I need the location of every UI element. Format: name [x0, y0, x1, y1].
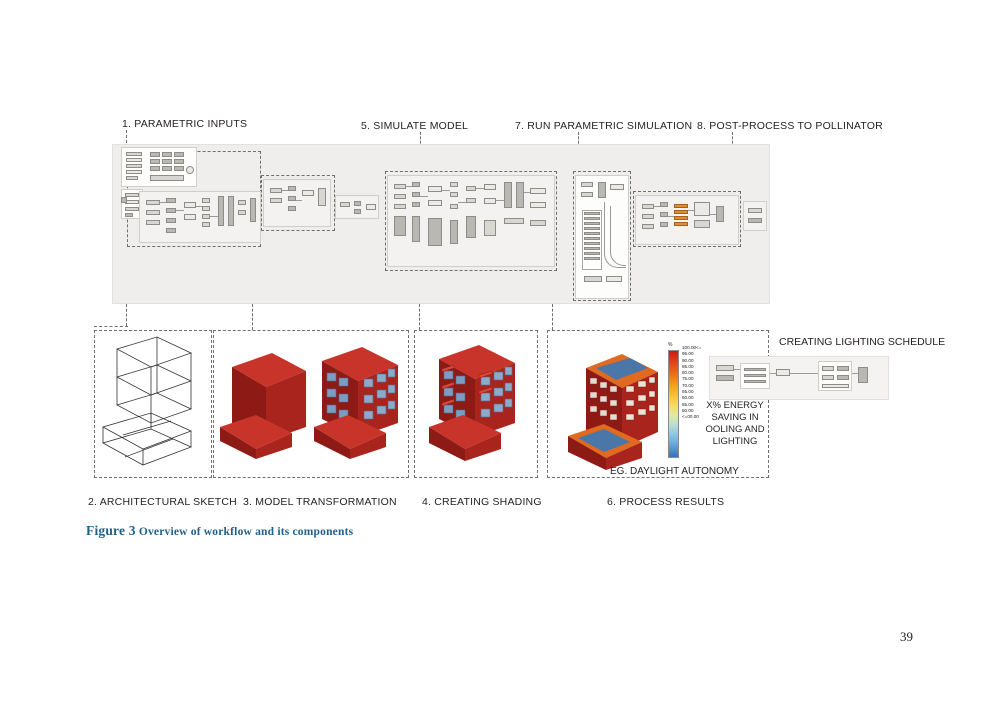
label-creating-lighting-schedule: CREATING LIGHTING SCHEDULE — [779, 336, 946, 348]
legend-tick: <=00.00 — [682, 414, 699, 420]
grasshopper-canvas[interactable] — [112, 144, 770, 304]
legend-unit: % — [668, 342, 673, 348]
label-step-2-architectural-sketch: 2. ARCHITECTURAL SKETCH — [88, 496, 237, 508]
legend-colorbar — [668, 350, 679, 458]
box-architectural-sketch — [94, 330, 212, 478]
architectural-sketch-wireframe — [95, 331, 211, 477]
canvas-node-input-dot[interactable] — [121, 197, 127, 203]
model-transformation-massing — [214, 331, 408, 477]
canvas-cluster-3[interactable] — [335, 195, 379, 219]
label-step-8-post-process-to-pollinator: 8. POST-PROCESS TO POLLINATOR — [697, 120, 883, 132]
box-creating-shading — [414, 330, 538, 478]
figure-caption — [86, 523, 353, 539]
legend-tick: 60.00 — [682, 395, 694, 401]
legend-tick: 65.00 — [682, 389, 694, 395]
legend-tick: 50.00 — [682, 407, 694, 413]
canvas-cluster-1[interactable] — [139, 191, 261, 243]
box-model-transformation — [213, 330, 409, 478]
leader-canvas-to-results — [552, 304, 553, 330]
label-step-5-simulate-model: 5. SIMULATE MODEL — [361, 120, 469, 132]
canvas-panel-input-sliders[interactable] — [121, 147, 197, 187]
massing-windowed — [314, 347, 398, 459]
canvas-cluster-simulate[interactable] — [387, 175, 555, 267]
leader-h-sketch — [94, 326, 128, 327]
legend-tick: 95.00 — [682, 351, 694, 357]
figure-caption-text: Overview of workflow and its components — [138, 526, 354, 538]
leader-canvas-to-sketch — [126, 304, 127, 326]
label-step-3-model-transformation: 3. MODEL TRANSFORMATION — [243, 496, 397, 508]
label-step-4-creating-shading: 4. CREATING SHADING — [422, 496, 542, 508]
canvas-cluster-tail[interactable] — [743, 201, 767, 231]
leader-canvas-to-transform — [252, 304, 253, 330]
lighting-schedule-canvas[interactable] — [709, 356, 889, 400]
page-number: 39 — [900, 629, 913, 644]
label-step-1-parametric-inputs: 1. PARAMETRIC INPUTS — [122, 118, 248, 130]
leader-canvas-to-shading — [419, 304, 420, 330]
legend-tick: 90.00 — [682, 357, 694, 363]
label-step-7-run-parametric-simulation: 7. RUN PARAMETRIC SIMULATION — [515, 120, 693, 132]
daylight-autonomy-model — [556, 338, 676, 472]
legend-tick: 100.00<= — [682, 345, 702, 350]
legend-tick: 85.00 — [682, 363, 694, 369]
energy-saving-note: X% ENERGY SAVING IN OOLING AND LIGHTING — [705, 400, 765, 447]
legend-tick: 55.00 — [682, 401, 694, 407]
label-step-6-process-results: 6. PROCESS RESULTS — [607, 496, 725, 508]
figure-caption-prefix: Figure 3 — [86, 523, 136, 538]
legend-tick: 80.00 — [682, 370, 694, 376]
daylight-autonomy-note: EG. DAYLIGHT AUTONOMY — [610, 466, 739, 477]
massing-plain — [220, 353, 306, 459]
canvas-cluster-pollinator[interactable] — [635, 195, 739, 245]
canvas-cluster-2[interactable] — [263, 179, 331, 227]
canvas-panel-parametric[interactable] — [575, 175, 629, 299]
legend-tick: 75.00 — [682, 376, 694, 382]
legend-tick: 70.00 — [682, 382, 694, 388]
shading-massing — [415, 331, 537, 477]
